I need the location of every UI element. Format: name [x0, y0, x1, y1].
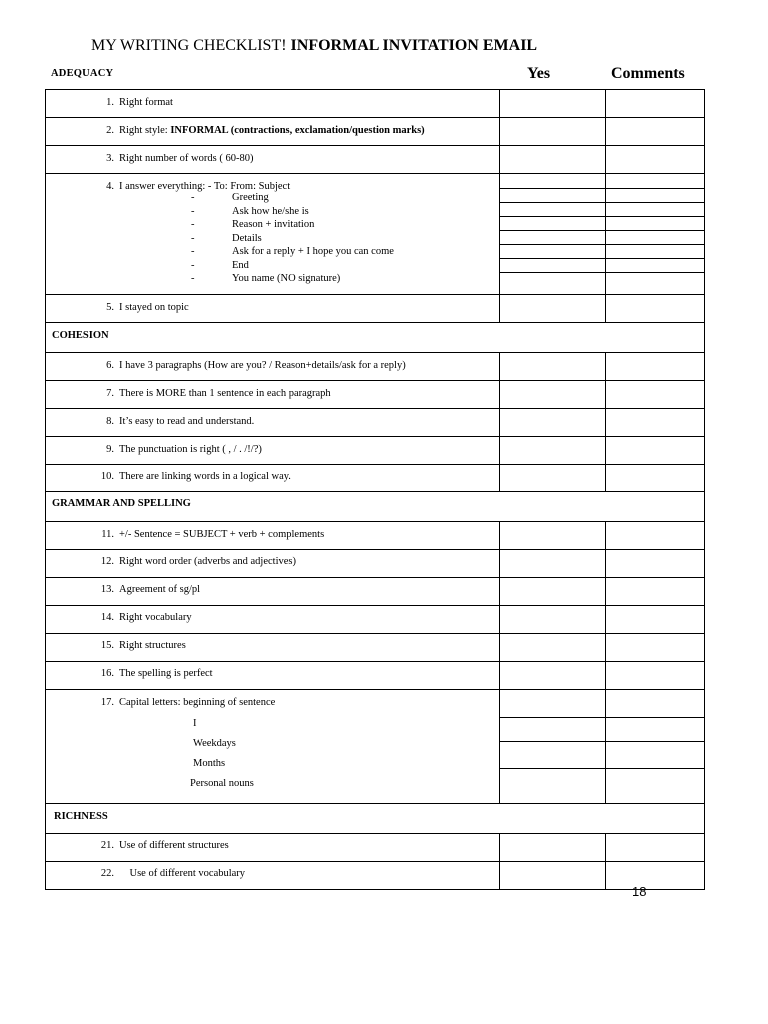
table-row — [45, 381, 705, 409]
comments-cell[interactable] — [606, 578, 704, 605]
yes-cell[interactable] — [500, 578, 606, 605]
table-row — [45, 550, 705, 578]
divider — [500, 768, 605, 769]
comments-cell[interactable] — [606, 381, 704, 408]
table-row — [45, 295, 705, 323]
list-item: Weekdays — [193, 738, 236, 749]
sub-item-text: Greeting — [232, 192, 269, 203]
section-grammar: GRAMMAR AND SPELLING — [52, 498, 191, 509]
page-number: 18 — [632, 884, 647, 899]
table-row — [45, 353, 705, 381]
yes-cell[interactable] — [500, 550, 606, 577]
table-row — [45, 634, 705, 662]
item-text: The punctuation is right ( , / . /!/?) — [119, 444, 262, 455]
item-cell — [46, 409, 500, 436]
item-number: 6. — [106, 360, 114, 371]
column-header-comments: Comments — [611, 65, 685, 82]
dash: - — [191, 219, 195, 230]
item-cell — [46, 634, 500, 661]
yes-cell[interactable] — [500, 174, 606, 294]
table-row — [45, 465, 705, 492]
yes-cell[interactable] — [500, 662, 606, 689]
item-cell — [46, 146, 500, 173]
item-cell — [46, 662, 500, 689]
table-row — [45, 118, 705, 146]
comments-cell[interactable] — [606, 862, 704, 889]
item-cell — [46, 353, 500, 380]
item-text: Use of different vocabulary — [119, 868, 246, 879]
item-cell — [46, 174, 500, 294]
item-text: Right word order (adverbs and adjectives) — [119, 556, 296, 567]
comments-cell[interactable] — [606, 353, 704, 380]
item-text: I answer everything: - To: From: Subject — [119, 181, 291, 192]
table-row — [45, 578, 705, 606]
list-item: Personal nouns — [190, 778, 254, 789]
item-text: I stayed on topic — [119, 302, 189, 313]
item-number: 8. — [106, 416, 114, 427]
table-row — [45, 522, 705, 550]
item-text: I have 3 paragraphs (How are you? / Reason+details/ask for a reply) — [119, 360, 406, 371]
yes-cell[interactable] — [500, 690, 606, 803]
dash: - — [191, 273, 195, 284]
comments-cell[interactable] — [606, 146, 704, 173]
item-cell — [46, 834, 500, 861]
table-row — [45, 606, 705, 634]
title-plain: MY WRITING CHECKLIST! — [91, 37, 287, 54]
item-number: 10. — [100, 471, 114, 482]
item-number: 13. — [100, 584, 114, 595]
item-cell — [46, 118, 500, 145]
table-row — [45, 834, 705, 862]
item-cell — [46, 381, 500, 408]
item-text: Right vocabulary — [119, 612, 192, 623]
item-number: 22. — [100, 868, 114, 879]
divider — [606, 188, 704, 189]
yes-cell[interactable] — [500, 409, 606, 436]
sub-item-text: Details — [232, 232, 262, 244]
item-cell — [46, 522, 500, 549]
item-cell — [46, 578, 500, 605]
table-row — [45, 662, 705, 690]
comments-cell[interactable] — [606, 118, 704, 145]
comments-cell[interactable] — [606, 690, 704, 803]
divider — [500, 188, 605, 189]
divider — [606, 230, 704, 231]
item-cell — [46, 862, 500, 889]
item-number: 3. — [106, 153, 114, 164]
column-header-yes: Yes — [527, 65, 551, 82]
list-item: Months — [193, 758, 226, 769]
yes-cell[interactable] — [500, 90, 606, 117]
divider — [500, 202, 605, 203]
item-cell — [46, 437, 500, 464]
item-number: 2. — [106, 125, 114, 136]
comments-cell[interactable] — [606, 634, 704, 661]
item-text: There are linking words in a logical way. — [119, 471, 291, 482]
item-text: +/- Sentence = SUBJECT + verb + complements — [119, 529, 325, 540]
divider — [500, 272, 605, 273]
yes-cell[interactable] — [500, 465, 606, 491]
item-cell — [46, 295, 500, 322]
dash: - — [191, 246, 195, 257]
item-text: Right format — [119, 97, 173, 108]
comments-cell[interactable] — [606, 522, 704, 549]
comments-cell[interactable] — [606, 606, 704, 633]
comments-cell[interactable] — [606, 174, 704, 294]
item-number: 11. — [101, 529, 114, 540]
yes-cell[interactable] — [500, 522, 606, 549]
item-number: 7. — [106, 388, 114, 399]
sub-item-text: Ask for a reply + I hope you can come — [232, 246, 394, 257]
divider — [606, 717, 704, 718]
comments-cell[interactable] — [606, 465, 704, 491]
item-text: The spelling is perfect — [119, 668, 213, 679]
divider — [606, 202, 704, 203]
section-richness: RICHNESS — [54, 811, 108, 822]
comments-cell[interactable] — [606, 834, 704, 861]
item-cell — [46, 90, 500, 117]
sub-item-text: You name (NO signature) — [232, 273, 341, 284]
sub-item-text: End — [232, 259, 249, 271]
item-cell — [46, 550, 500, 577]
item-number: 14. — [100, 612, 114, 623]
yes-cell[interactable] — [500, 146, 606, 173]
yes-cell[interactable] — [500, 834, 606, 861]
checklist-table — [45, 89, 705, 890]
yes-cell[interactable] — [500, 118, 606, 145]
item-number: 9. — [106, 444, 114, 455]
item-number: 15. — [100, 640, 114, 651]
table-row — [45, 146, 705, 174]
title-bold: INFORMAL INVITATION EMAIL — [290, 37, 538, 54]
item-text: Agreement of sg/pl — [119, 584, 201, 595]
yes-cell[interactable] — [500, 295, 606, 322]
divider — [500, 258, 605, 259]
yes-cell[interactable] — [500, 381, 606, 408]
dash: - — [191, 259, 195, 271]
comments-cell[interactable] — [606, 437, 704, 464]
item-text: There is MORE than 1 sentence in each paragraph — [119, 388, 331, 399]
item-cell — [46, 465, 500, 491]
section-row-richness — [45, 804, 705, 834]
comments-cell[interactable] — [606, 662, 704, 689]
item-text: It’s easy to read and understand. — [119, 416, 255, 427]
divider — [606, 258, 704, 259]
yes-cell[interactable] — [500, 862, 606, 889]
list-item: I — [193, 718, 197, 729]
divider — [500, 741, 605, 742]
item-cell — [46, 690, 500, 803]
item-text: Right number of words ( 60-80) — [119, 153, 254, 164]
table-row — [45, 862, 705, 890]
section-row-cohesion — [45, 323, 705, 353]
item-text: Use of different structures — [119, 840, 229, 851]
yes-cell[interactable] — [500, 437, 606, 464]
table-row — [45, 90, 705, 118]
item-cell — [46, 606, 500, 633]
page-title — [91, 37, 537, 55]
divider — [500, 717, 605, 718]
item-number: 17. — [100, 697, 114, 708]
comments-cell[interactable] — [606, 550, 704, 577]
item-number: 21. — [100, 840, 114, 851]
sub-item-text: Reason + invitation — [232, 219, 315, 230]
divider — [606, 244, 704, 245]
item-number: 16. — [100, 668, 114, 679]
yes-cell[interactable] — [500, 634, 606, 661]
item-number: 5. — [106, 302, 114, 313]
comments-cell[interactable] — [606, 409, 704, 436]
divider — [500, 216, 605, 217]
section-cohesion: COHESION — [52, 330, 109, 341]
table-row — [45, 690, 705, 804]
divider — [606, 768, 704, 769]
divider — [606, 741, 704, 742]
item-number: 1. — [106, 97, 114, 108]
table-row — [45, 437, 705, 465]
comments-cell[interactable] — [606, 90, 704, 117]
item-text: Right structures — [119, 640, 186, 651]
divider — [606, 272, 704, 273]
item-number: 12. — [100, 556, 114, 567]
yes-cell[interactable] — [500, 606, 606, 633]
item-text-plain: Right style: — [119, 125, 171, 136]
item-text: Capital letters: beginning of sentence — [119, 697, 276, 708]
divider — [606, 216, 704, 217]
table-row — [45, 174, 705, 295]
dash: - — [191, 205, 195, 217]
dash: - — [191, 192, 195, 203]
item-text — [119, 125, 425, 136]
section-adequacy: ADEQUACY — [51, 68, 114, 79]
divider — [500, 244, 605, 245]
divider — [500, 230, 605, 231]
comments-cell[interactable] — [606, 295, 704, 322]
table-row — [45, 409, 705, 437]
item-text-bold: INFORMAL (contractions, exclamation/question marks) — [170, 125, 425, 136]
sub-item-text: Ask how he/she is — [232, 205, 309, 217]
dash: - — [191, 232, 195, 244]
item-number: 4. — [106, 181, 114, 192]
yes-cell[interactable] — [500, 353, 606, 380]
section-row-grammar — [45, 492, 705, 522]
